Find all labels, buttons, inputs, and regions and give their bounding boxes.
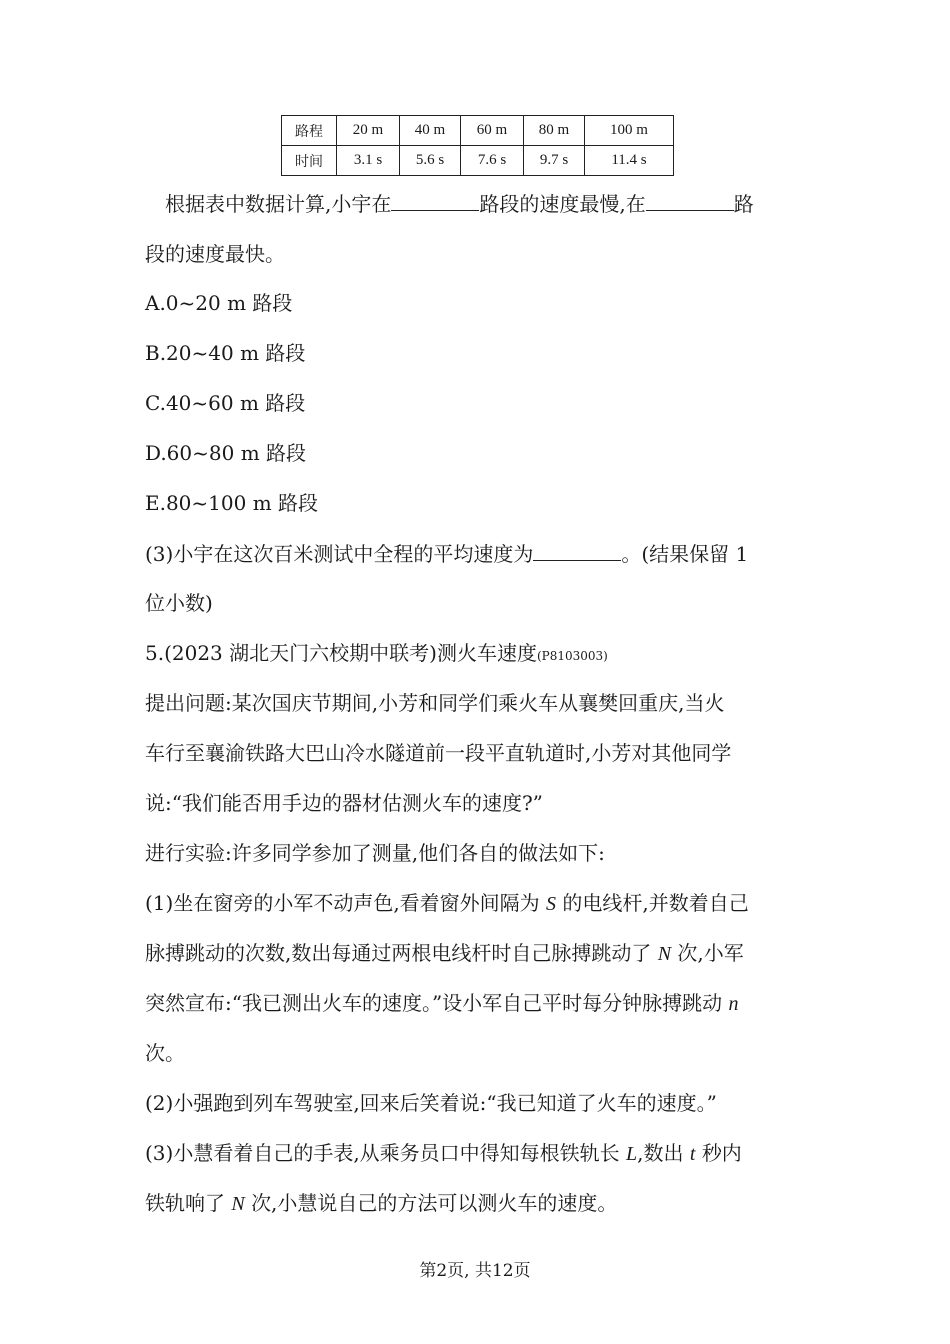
option-c[interactable]: C.40~60 m 路段	[145, 391, 306, 415]
q2-text-d: 段的速度最快。	[145, 242, 285, 266]
q2-text-b: 路段的速度最慢,在	[479, 192, 646, 216]
text-span: ,数出	[637, 1141, 684, 1165]
table-cell: 7.6 s	[461, 146, 524, 176]
table-row	[282, 146, 674, 176]
text-span: 次,小慧说自己的方法可以测火车的速度。	[251, 1191, 618, 1215]
table-cell: 11.4 s	[585, 146, 674, 176]
q5-part-1-line-2	[145, 938, 744, 969]
text-span: 脉搏跳动的次数,数出每通过两根电线杆时自己脉搏跳动了	[145, 941, 652, 965]
table-cell: 3.1 s	[337, 146, 400, 176]
variable-S: S	[546, 893, 557, 915]
text-span: (3)小慧看着自己的手表,从乘务员口中得知每根铁轨长	[145, 1141, 620, 1165]
table-cell: 40 m	[400, 116, 461, 146]
table-cell: 100 m	[585, 116, 674, 146]
text-span: 秒内	[701, 1141, 742, 1165]
variable-L: L	[626, 1143, 638, 1165]
data-table	[281, 115, 674, 176]
option-b[interactable]: B.20~40 m 路段	[145, 341, 306, 365]
q5-part-3-line-1	[145, 1138, 742, 1169]
answer-blank-fastest[interactable]	[646, 188, 734, 211]
q5-title-text: 5.(2023 湖北天门六校期中联考)测火车速度	[145, 641, 537, 665]
text-span: 次,小军	[677, 941, 744, 965]
q5-part-1-line-3	[145, 988, 739, 1019]
q3-text-c: 位小数)	[145, 591, 213, 615]
q5-part-1-line-4: 次。	[145, 1041, 185, 1065]
text-span: 铁轨响了	[145, 1191, 225, 1215]
table-cell: 20 m	[337, 116, 400, 146]
q2-text-c: 路	[733, 192, 754, 216]
question-5-title	[145, 638, 608, 671]
answer-blank-average-speed[interactable]	[533, 538, 621, 561]
answer-blank-slowest[interactable]	[391, 188, 479, 211]
table-cell: 80 m	[524, 116, 585, 146]
text-span: 突然宣布:“我已测出火车的速度。”设小军自己平时每分钟脉搏跳动	[145, 991, 723, 1015]
option-a[interactable]: A.0~20 m 路段	[145, 291, 293, 315]
q5-part-3-line-2	[145, 1188, 617, 1219]
option-e[interactable]: E.80~100 m 路段	[145, 491, 319, 515]
question-3-line-1	[145, 538, 748, 569]
table-cell: 5.6 s	[400, 146, 461, 176]
q3-text-a: (3)小宇在这次百米测试中全程的平均速度为	[145, 542, 534, 566]
table-cell: 时间	[282, 146, 337, 176]
variable-N: N	[231, 1193, 245, 1215]
text-span: 的电线杆,并数着自己	[562, 891, 749, 915]
question-2-line-1	[165, 188, 754, 219]
q3-text-b: 。(结果保留 1	[621, 542, 749, 566]
table-cell: 60 m	[461, 116, 524, 146]
q5-code: (P8103003)	[536, 649, 608, 663]
table-row	[282, 116, 674, 146]
q5-part-2: (2)小强跑到列车驾驶室,回来后笑着说:“我已知道了火车的速度。”	[145, 1091, 717, 1115]
q5-problem-3: 说:“我们能否用手边的器材估测火车的速度?”	[145, 791, 543, 815]
q5-problem-2: 车行至襄渝铁路大巴山冷水隧道前一段平直轨道时,小芳对其他同学	[145, 741, 732, 765]
q5-problem-1: 提出问题:某次国庆节期间,小芳和同学们乘火车从襄樊回重庆,当火	[145, 691, 725, 715]
q5-part-1-line-1	[145, 888, 749, 919]
q2-text-a: 根据表中数据计算,小宇在	[165, 192, 392, 216]
table-cell: 9.7 s	[524, 146, 585, 176]
table-cell: 路程	[282, 116, 337, 146]
variable-N: N	[657, 943, 672, 965]
text-span: (1)坐在窗旁的小军不动声色,看着窗外间隔为	[145, 891, 540, 915]
variable-t: t	[689, 1143, 696, 1165]
q5-experiment: 进行实验:许多同学参加了测量,他们各自的做法如下:	[145, 841, 605, 865]
option-d[interactable]: D.60~80 m 路段	[145, 441, 307, 465]
page-footer: 第2页, 共12页	[419, 1261, 531, 1281]
variable-n: n	[728, 993, 739, 1015]
